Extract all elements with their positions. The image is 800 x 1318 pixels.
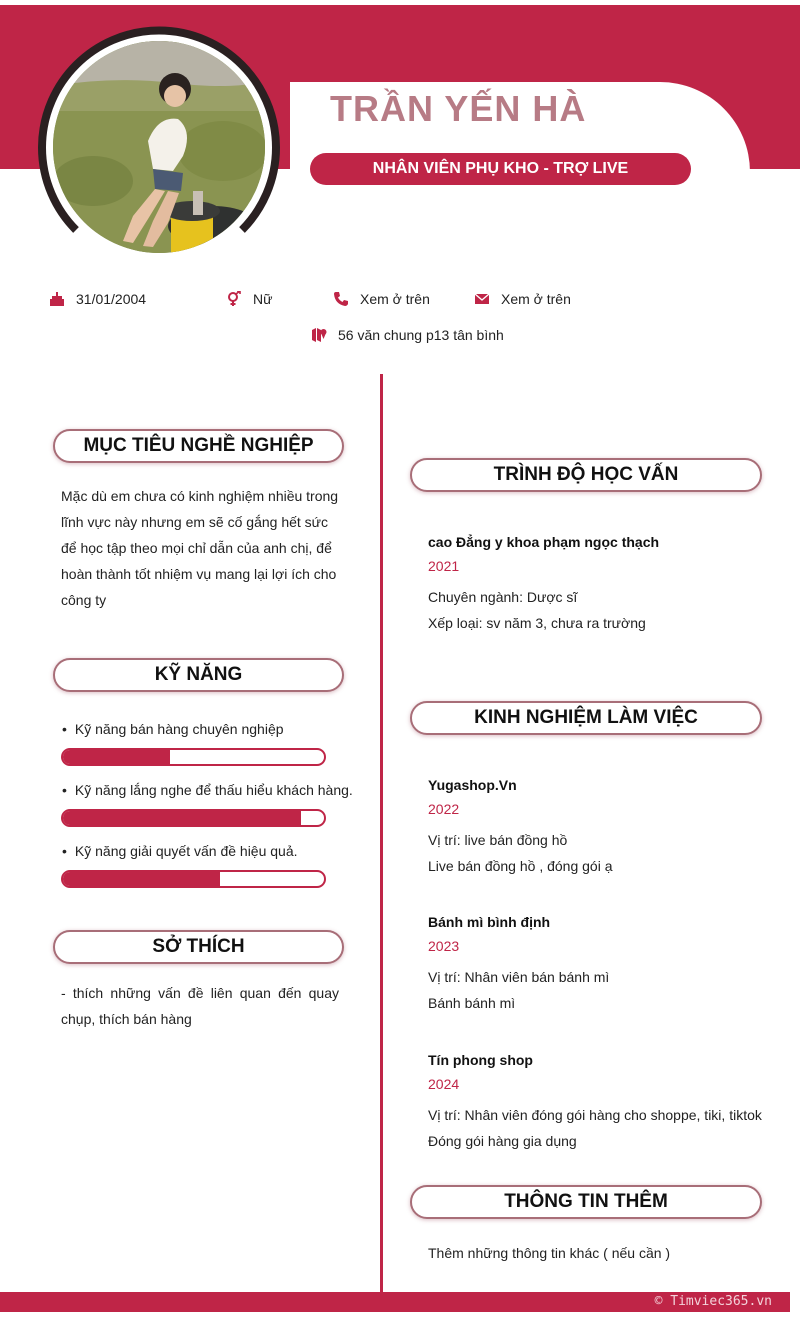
job-description: Bánh bánh mì — [428, 995, 516, 1011]
skill-bar-fill — [63, 811, 301, 825]
address-value: 56 văn chung p13 tân bình — [338, 327, 504, 343]
hobbies-heading: SỞ THÍCH — [53, 930, 344, 964]
phone-info — [332, 290, 430, 308]
envelope-icon — [473, 290, 491, 308]
skill-bar — [61, 748, 326, 766]
objective-text: Mặc dù em chưa có kinh nghiệm nhiều trong lĩnh vực này nhưng em sẽ cố gắng hết sức để học tập theo mọi chỉ dẫn của anh chị, để hoàn thành tốt nhiệm vụ mang lại lợi ích cho công ty — [61, 488, 339, 608]
map-pin-icon — [310, 326, 328, 344]
job-position: Vị trí: Nhân viên bán bánh mì — [428, 969, 610, 985]
email-value: Xem ở trên — [501, 291, 571, 307]
skill-label: • Kỹ năng giải quyết vấn đề hiệu quả. — [62, 843, 298, 859]
skill-label: • Kỹ năng lắng nghe để thấu hiểu khách hàng. — [62, 782, 353, 798]
education-rank: Xếp loại: sv năm 3, chưa ra trường — [428, 615, 646, 631]
experience-heading: KINH NGHIỆM LÀM VIỆC — [410, 701, 762, 735]
birthday-cake-icon — [48, 290, 66, 308]
footer-watermark: © Timviec365.vn — [654, 1294, 772, 1309]
profile-photo — [53, 41, 265, 253]
footer-bar — [0, 1292, 790, 1312]
skills-heading: KỸ NĂNG — [53, 658, 344, 692]
job-title-badge: NHÂN VIÊN PHỤ KHO - TRỢ LIVE — [310, 153, 691, 185]
education-school: cao Đẳng y khoa phạm ngọc thạch — [428, 534, 660, 550]
skill-bar-fill — [63, 872, 220, 886]
job-position: Vị trí: live bán đồng hồ — [428, 832, 568, 848]
job-company: Yugashop.Vn — [428, 777, 517, 793]
candidate-name: TRẦN YẾN HÀ — [330, 88, 587, 129]
column-divider — [380, 374, 383, 1292]
address-info — [310, 326, 504, 344]
job-year: 2022 — [428, 801, 460, 817]
skill-label: • Kỹ năng bán hàng chuyên nghiệp — [62, 721, 284, 737]
phone-value: Xem ở trên — [360, 291, 430, 307]
job-company: Bánh mì bình định — [428, 914, 551, 930]
job-year: 2023 — [428, 938, 460, 954]
extra-info-text: Thêm những thông tin khác ( nếu cần ) — [428, 1245, 671, 1261]
phone-icon — [332, 290, 350, 308]
job-company: Tín phong shop — [428, 1052, 533, 1068]
job-position: Vị trí: Nhân viên đóng gói hàng cho shoppe, tiki, tiktok — [428, 1107, 762, 1123]
skill-bar-fill — [63, 750, 170, 764]
birthday-info — [48, 290, 146, 308]
job-year: 2024 — [428, 1076, 460, 1092]
job-description: Live bán đồng hồ , đóng gói ạ — [428, 858, 613, 874]
birthday-value: 31/01/2004 — [76, 291, 147, 307]
skill-bar — [61, 809, 326, 827]
objective-heading: MỤC TIÊU NGHỀ NGHIỆP — [53, 429, 344, 463]
extra-info-heading: THÔNG TIN THÊM — [410, 1185, 762, 1219]
avatar — [38, 26, 280, 268]
job-description: Đóng gói hàng gia dụng — [428, 1133, 577, 1149]
email-info — [473, 290, 571, 308]
education-year: 2021 — [428, 558, 460, 574]
education-heading: TRÌNH ĐỘ HỌC VẤN — [410, 458, 762, 492]
gender-info — [225, 290, 272, 308]
hobbies-text: - thích những vấn đề liên quan đến quay chụp, thích bán hàng — [61, 985, 339, 1027]
education-major: Chuyên ngành: Dược sĩ — [428, 589, 578, 605]
gender-value: Nữ — [253, 291, 273, 307]
skill-bar — [61, 870, 326, 888]
gender-icon — [225, 290, 243, 308]
